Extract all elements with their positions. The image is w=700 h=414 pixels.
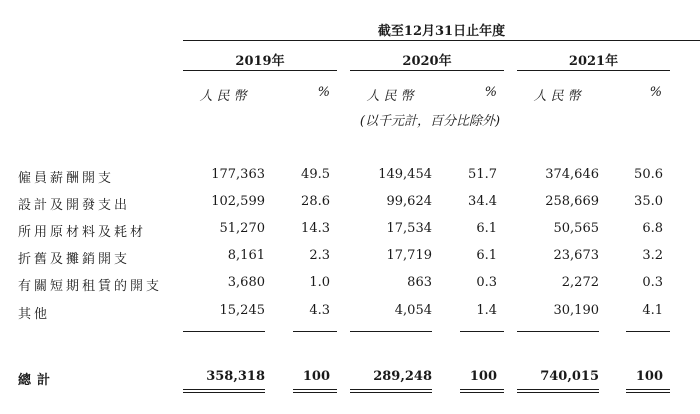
row-label: 僱員薪酬開支 — [18, 171, 115, 186]
year-header-2019: 2019年 — [235, 54, 285, 69]
row-value-2020: 4,054 — [394, 303, 432, 318]
row-percent-2019: 49.5 — [301, 167, 330, 182]
year-header-2020: 2020年 — [402, 54, 452, 69]
row-value-2020: 17,719 — [386, 248, 432, 263]
row-percent-2021: 50.6 — [634, 167, 663, 182]
total-double-rule-bottom-p2019 — [293, 392, 337, 393]
row-value-2019: 15,245 — [219, 303, 265, 318]
subtotal-rule-v2020 — [350, 331, 432, 332]
subtotal-rule-p2021 — [626, 331, 670, 332]
total-percent-2021: 100 — [635, 369, 663, 384]
row-percent-2019: 28.6 — [301, 194, 330, 209]
row-percent-2020: 6.1 — [476, 221, 497, 236]
total-percent-2020: 100 — [469, 369, 497, 384]
row-percent-2020: 34.4 — [468, 194, 497, 209]
year-underline-2019 — [183, 70, 337, 71]
currency-label-2020: 人民幣 — [366, 89, 418, 104]
total-double-rule-top-v2020 — [350, 389, 432, 390]
row-value-2021: 23,673 — [553, 248, 599, 263]
row-percent-2019: 1.0 — [309, 275, 330, 290]
row-value-2021: 50,565 — [553, 221, 599, 236]
row-percent-2020: 51.7 — [468, 167, 497, 182]
row-label: 所用原材料及耗材 — [18, 225, 147, 240]
year-underline-2020 — [350, 70, 504, 71]
total-double-rule-bottom-v2019 — [183, 392, 265, 393]
row-label: 其他 — [18, 307, 51, 322]
total-value-2019: 358,318 — [206, 369, 265, 384]
total-double-rule-top-p2020 — [460, 389, 504, 390]
row-percent-2019: 4.3 — [309, 303, 330, 318]
currency-label-2019: 人民幣 — [199, 89, 251, 104]
percent-label-2019: % — [317, 85, 330, 100]
row-percent-2020: 6.1 — [476, 248, 497, 263]
row-value-2021: 374,646 — [545, 167, 599, 182]
percent-label-2020: % — [484, 85, 497, 100]
row-value-2019: 3,680 — [227, 275, 265, 290]
total-value-2021: 740,015 — [540, 369, 599, 384]
total-double-rule-bottom-p2020 — [460, 392, 504, 393]
currency-label-2021: 人民幣 — [533, 89, 585, 104]
period-title: 截至12月31日止年度 — [377, 24, 506, 39]
subtotal-rule-v2021 — [517, 331, 599, 332]
total-double-rule-top-v2021 — [517, 389, 599, 390]
total-double-rule-top-p2019 — [293, 389, 337, 390]
total-double-rule-top-v2019 — [183, 389, 265, 390]
row-percent-2021: 3.2 — [642, 248, 663, 263]
row-value-2020: 99,624 — [386, 194, 432, 209]
total-double-rule-bottom-v2020 — [350, 392, 432, 393]
row-percent-2019: 14.3 — [301, 221, 330, 236]
row-percent-2021: 6.8 — [642, 221, 663, 236]
row-label: 折舊及攤銷開支 — [18, 252, 131, 267]
row-label: 有關短期租賃的開支 — [18, 279, 163, 294]
row-value-2021: 2,272 — [561, 275, 599, 290]
subtotal-rule-v2019 — [183, 331, 265, 332]
unit-note: (以千元計，百分比除外) — [359, 114, 501, 129]
row-label: 設計及開發支出 — [18, 198, 131, 213]
row-percent-2020: 1.4 — [476, 303, 497, 318]
row-value-2021: 258,669 — [545, 194, 599, 209]
percent-label-2021: % — [649, 85, 662, 100]
row-value-2019: 8,161 — [227, 248, 265, 263]
row-value-2019: 51,270 — [219, 221, 265, 236]
row-value-2021: 30,190 — [553, 303, 599, 318]
period-title-underline — [183, 40, 700, 41]
row-percent-2021: 0.3 — [642, 275, 663, 290]
year-header-2021: 2021年 — [568, 54, 619, 69]
row-percent-2020: 0.3 — [476, 275, 497, 290]
total-value-2020: 289,248 — [373, 369, 432, 384]
row-value-2020: 863 — [407, 275, 432, 290]
subtotal-rule-p2019 — [293, 331, 337, 332]
row-value-2019: 102,599 — [211, 194, 265, 209]
year-underline-2021 — [517, 70, 670, 71]
row-value-2019: 177,363 — [211, 167, 265, 182]
row-percent-2019: 2.3 — [309, 248, 330, 263]
row-percent-2021: 35.0 — [634, 194, 663, 209]
total-label: 總計 — [18, 373, 57, 388]
total-percent-2019: 100 — [302, 369, 330, 384]
total-double-rule-top-p2021 — [626, 389, 670, 390]
row-value-2020: 149,454 — [378, 167, 432, 182]
subtotal-rule-p2020 — [460, 331, 504, 332]
total-double-rule-bottom-p2021 — [626, 392, 670, 393]
row-value-2020: 17,534 — [386, 221, 432, 236]
row-percent-2021: 4.1 — [642, 303, 663, 318]
total-double-rule-bottom-v2021 — [517, 392, 599, 393]
